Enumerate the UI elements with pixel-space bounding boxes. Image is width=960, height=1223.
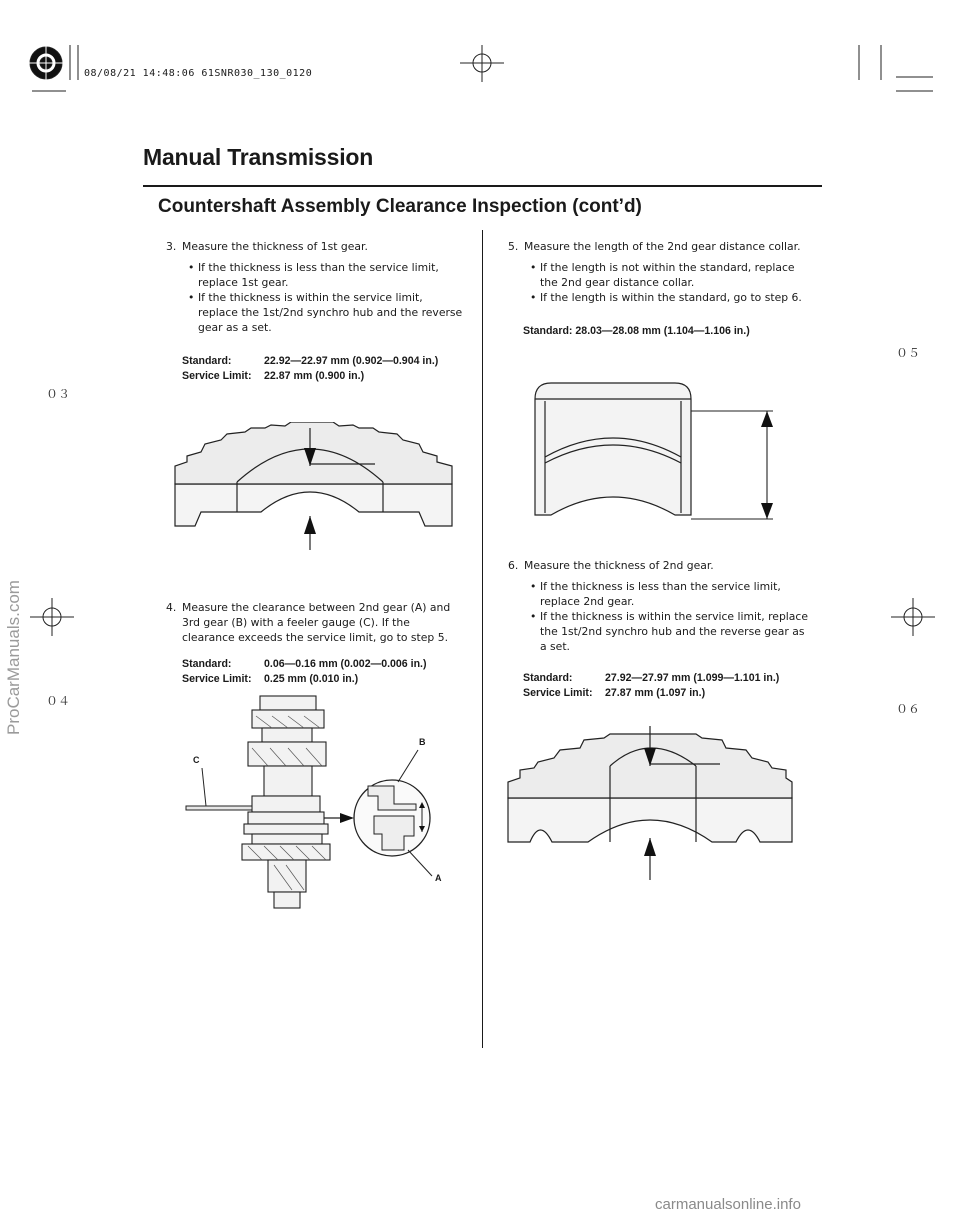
column-divider — [482, 230, 483, 1048]
step-4 — [166, 600, 464, 645]
spec-value: 27.87 mm (1.097 in.) — [605, 687, 706, 699]
spec-value: 0.06—0.16 mm (0.002—0.006 in.) — [264, 658, 427, 670]
countershaft-diagram — [182, 690, 462, 912]
step-text: Measure the length of the 2nd gear distance collar. — [524, 240, 801, 253]
spec-block-6 — [523, 671, 813, 701]
step-number: 5. — [508, 240, 519, 253]
step-text: Measure the thickness of 2nd gear. — [524, 559, 714, 572]
print-timestamp: 08/08/21 14:48:06 61SNR030_130_0120 — [84, 68, 313, 79]
step-number: 6. — [508, 559, 519, 572]
first-gear-diagram — [165, 422, 465, 552]
step-text: Measure the thickness of 1st gear. — [182, 240, 368, 253]
spec-label: Service Limit: — [523, 687, 593, 699]
title-rule — [143, 185, 822, 187]
margin-mark-03: ０３ — [46, 387, 71, 401]
section-subtitle: Countershaft Assembly Clearance Inspection (cont’d) — [158, 196, 642, 217]
margin-mark-05: ０５ — [896, 346, 921, 360]
spec-label: Standard: — [182, 355, 232, 367]
spec-value: 28.03—28.08 mm (1.104—1.106 in.) — [575, 325, 750, 337]
step-text: Measure the clearance between 2nd gear (A) and 3rd gear (B) with a feeler gauge (C). If the clearance exceeds the service limit, go to step 5. — [182, 601, 451, 644]
margin-mark-06: ０６ — [896, 702, 921, 716]
spec-block-3 — [182, 354, 472, 384]
watermark-procarmanuals: ProCarManuals.com — [4, 580, 23, 735]
step-6 — [508, 558, 808, 654]
bullet-item: • If the thickness is less than the service limit, replace 1st gear. — [188, 260, 464, 290]
bullet-item: • If the thickness is less than the service limit, replace 2nd gear. — [530, 579, 808, 609]
spec-label: Standard: — [523, 672, 573, 684]
watermark-carmanualsonline: carmanualsonline.info — [655, 1196, 801, 1213]
page-title: Manual Transmission — [143, 144, 374, 170]
step-3 — [166, 239, 464, 335]
bullet-list — [508, 579, 808, 654]
label-b: B — [419, 737, 426, 747]
bullet-list — [166, 260, 464, 335]
step-number: 3. — [166, 240, 177, 253]
spec-label: Standard: — [523, 325, 573, 337]
second-gear-diagram — [500, 722, 810, 882]
margin-mark-04: ０４ — [46, 694, 71, 708]
spec-label: Standard: — [182, 658, 232, 670]
spec-block-4 — [182, 657, 472, 687]
bullet-item: • If the thickness is within the service limit, replace the 1st/2nd synchro hub and the reverse gear as a set. — [188, 290, 464, 335]
bullet-item: • If the thickness is within the service limit, replace the 1st/2nd synchro hub and the reverse gear as a set. — [530, 609, 808, 654]
step-5 — [508, 239, 808, 305]
spec-value: 27.92—27.97 mm (1.099—1.101 in.) — [605, 672, 780, 684]
label-a: A — [435, 873, 442, 883]
spec-value: 0.25 mm (0.010 in.) — [264, 673, 359, 685]
spec-value: 22.87 mm (0.900 in.) — [264, 370, 365, 382]
bullet-list — [508, 260, 808, 305]
bullet-item: • If the length is not within the standard, replace the 2nd gear distance collar. — [530, 260, 808, 290]
label-c: C — [193, 755, 200, 765]
distance-collar-diagram — [525, 375, 785, 525]
spec-block-5 — [523, 324, 813, 339]
spec-label: Service Limit: — [182, 673, 252, 685]
step-number: 4. — [166, 601, 177, 614]
spec-label: Service Limit: — [182, 370, 252, 382]
bullet-item: • If the length is within the standard, go to step 6. — [530, 290, 808, 305]
spec-value: 22.92—22.97 mm (0.902—0.904 in.) — [264, 355, 439, 367]
